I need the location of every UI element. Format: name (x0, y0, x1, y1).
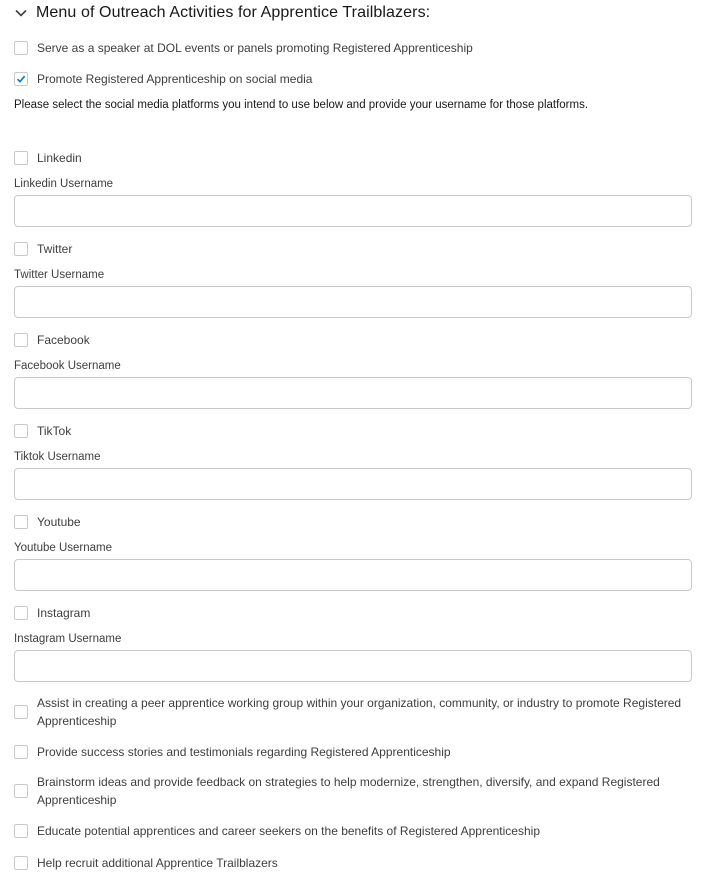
instagram-username-label: Instagram Username (14, 633, 122, 645)
checkbox-label: Linkedin (37, 151, 82, 165)
checkbox-label: Youtube (37, 515, 81, 529)
platform-checkbox-linkedin[interactable] (14, 149, 82, 167)
platform-checkbox-twitter[interactable] (14, 240, 72, 258)
facebook-username-label: Facebook Username (14, 360, 121, 372)
checkbox[interactable] (14, 705, 28, 719)
platform-checkbox-facebook[interactable] (14, 331, 90, 349)
checkbox-label: Instagram (37, 606, 91, 620)
checkbox[interactable] (14, 745, 28, 759)
checkbox-label: Help recruit additional Apprentice Trailblazers (37, 856, 278, 870)
checkbox[interactable] (14, 242, 28, 256)
activity-checkbox-educate[interactable] (14, 822, 540, 840)
checkbox[interactable] (14, 151, 28, 165)
checkbox-checked[interactable] (14, 72, 28, 86)
checkbox[interactable] (14, 784, 28, 798)
tiktok-username-input[interactable] (14, 468, 692, 500)
activity-checkbox-recruit[interactable] (14, 854, 278, 872)
facebook-username-input[interactable] (14, 377, 692, 409)
activity-checkbox-success-stories[interactable] (14, 743, 451, 761)
checkbox-label: Brainstorm ideas and provide feedback on strategies to help modernize, strengthen, diversify, and expand Registered Apprenticeship (37, 775, 660, 807)
tiktok-username-label: Tiktok Username (14, 451, 101, 463)
checkbox[interactable] (14, 41, 28, 55)
activity-checkbox-speaker[interactable] (14, 39, 473, 57)
checkbox[interactable] (14, 515, 28, 529)
twitter-username-label: Twitter Username (14, 269, 105, 281)
platform-checkbox-instagram[interactable] (14, 604, 90, 622)
checkmark-icon (16, 74, 26, 84)
checkbox-label: Twitter (37, 242, 73, 256)
checkbox[interactable] (14, 606, 28, 620)
checkbox[interactable] (14, 856, 28, 870)
checkbox-label: TikTok (37, 424, 72, 438)
checkbox[interactable] (14, 824, 28, 838)
activity-checkbox-brainstorm[interactable] (14, 773, 687, 809)
platform-checkbox-youtube[interactable] (14, 513, 81, 531)
instructions-text: Please select the social media platforms you intend to use below and provide your username for those platforms. (14, 99, 589, 111)
checkbox-label: Assist in creating a peer apprentice working group within your organization, community, or industry to promote Registered Apprenticeship (37, 696, 682, 728)
linkedin-username-input[interactable] (14, 195, 692, 227)
checkbox[interactable] (14, 424, 28, 438)
youtube-username-input[interactable] (14, 559, 692, 591)
checkbox-label: Promote Registered Apprenticeship on social media (37, 72, 313, 86)
activity-checkbox-social-media[interactable] (14, 70, 312, 88)
section-title: Menu of Outreach Activities for Apprentice Trailblazers: (36, 4, 431, 21)
linkedin-username-label: Linkedin Username (14, 178, 114, 190)
checkbox-label: Provide success stories and testimonials regarding Registered Apprenticeship (37, 745, 451, 759)
youtube-username-label: Youtube Username (14, 542, 113, 554)
chevron-down-icon[interactable] (14, 6, 28, 20)
platform-checkbox-tiktok[interactable] (14, 422, 71, 440)
instagram-username-input[interactable] (14, 650, 692, 682)
checkbox-label: Educate potential apprentices and career seekers on the benefits of Registered Apprenticeship (37, 824, 540, 838)
checkbox[interactable] (14, 333, 28, 347)
checkbox-label: Facebook (37, 333, 90, 347)
twitter-username-input[interactable] (14, 286, 692, 318)
checkbox-label: Serve as a speaker at DOL events or panels promoting Registered Apprenticeship (37, 41, 473, 55)
activity-checkbox-peer-group[interactable] (14, 694, 687, 730)
section-header[interactable] (14, 2, 430, 24)
